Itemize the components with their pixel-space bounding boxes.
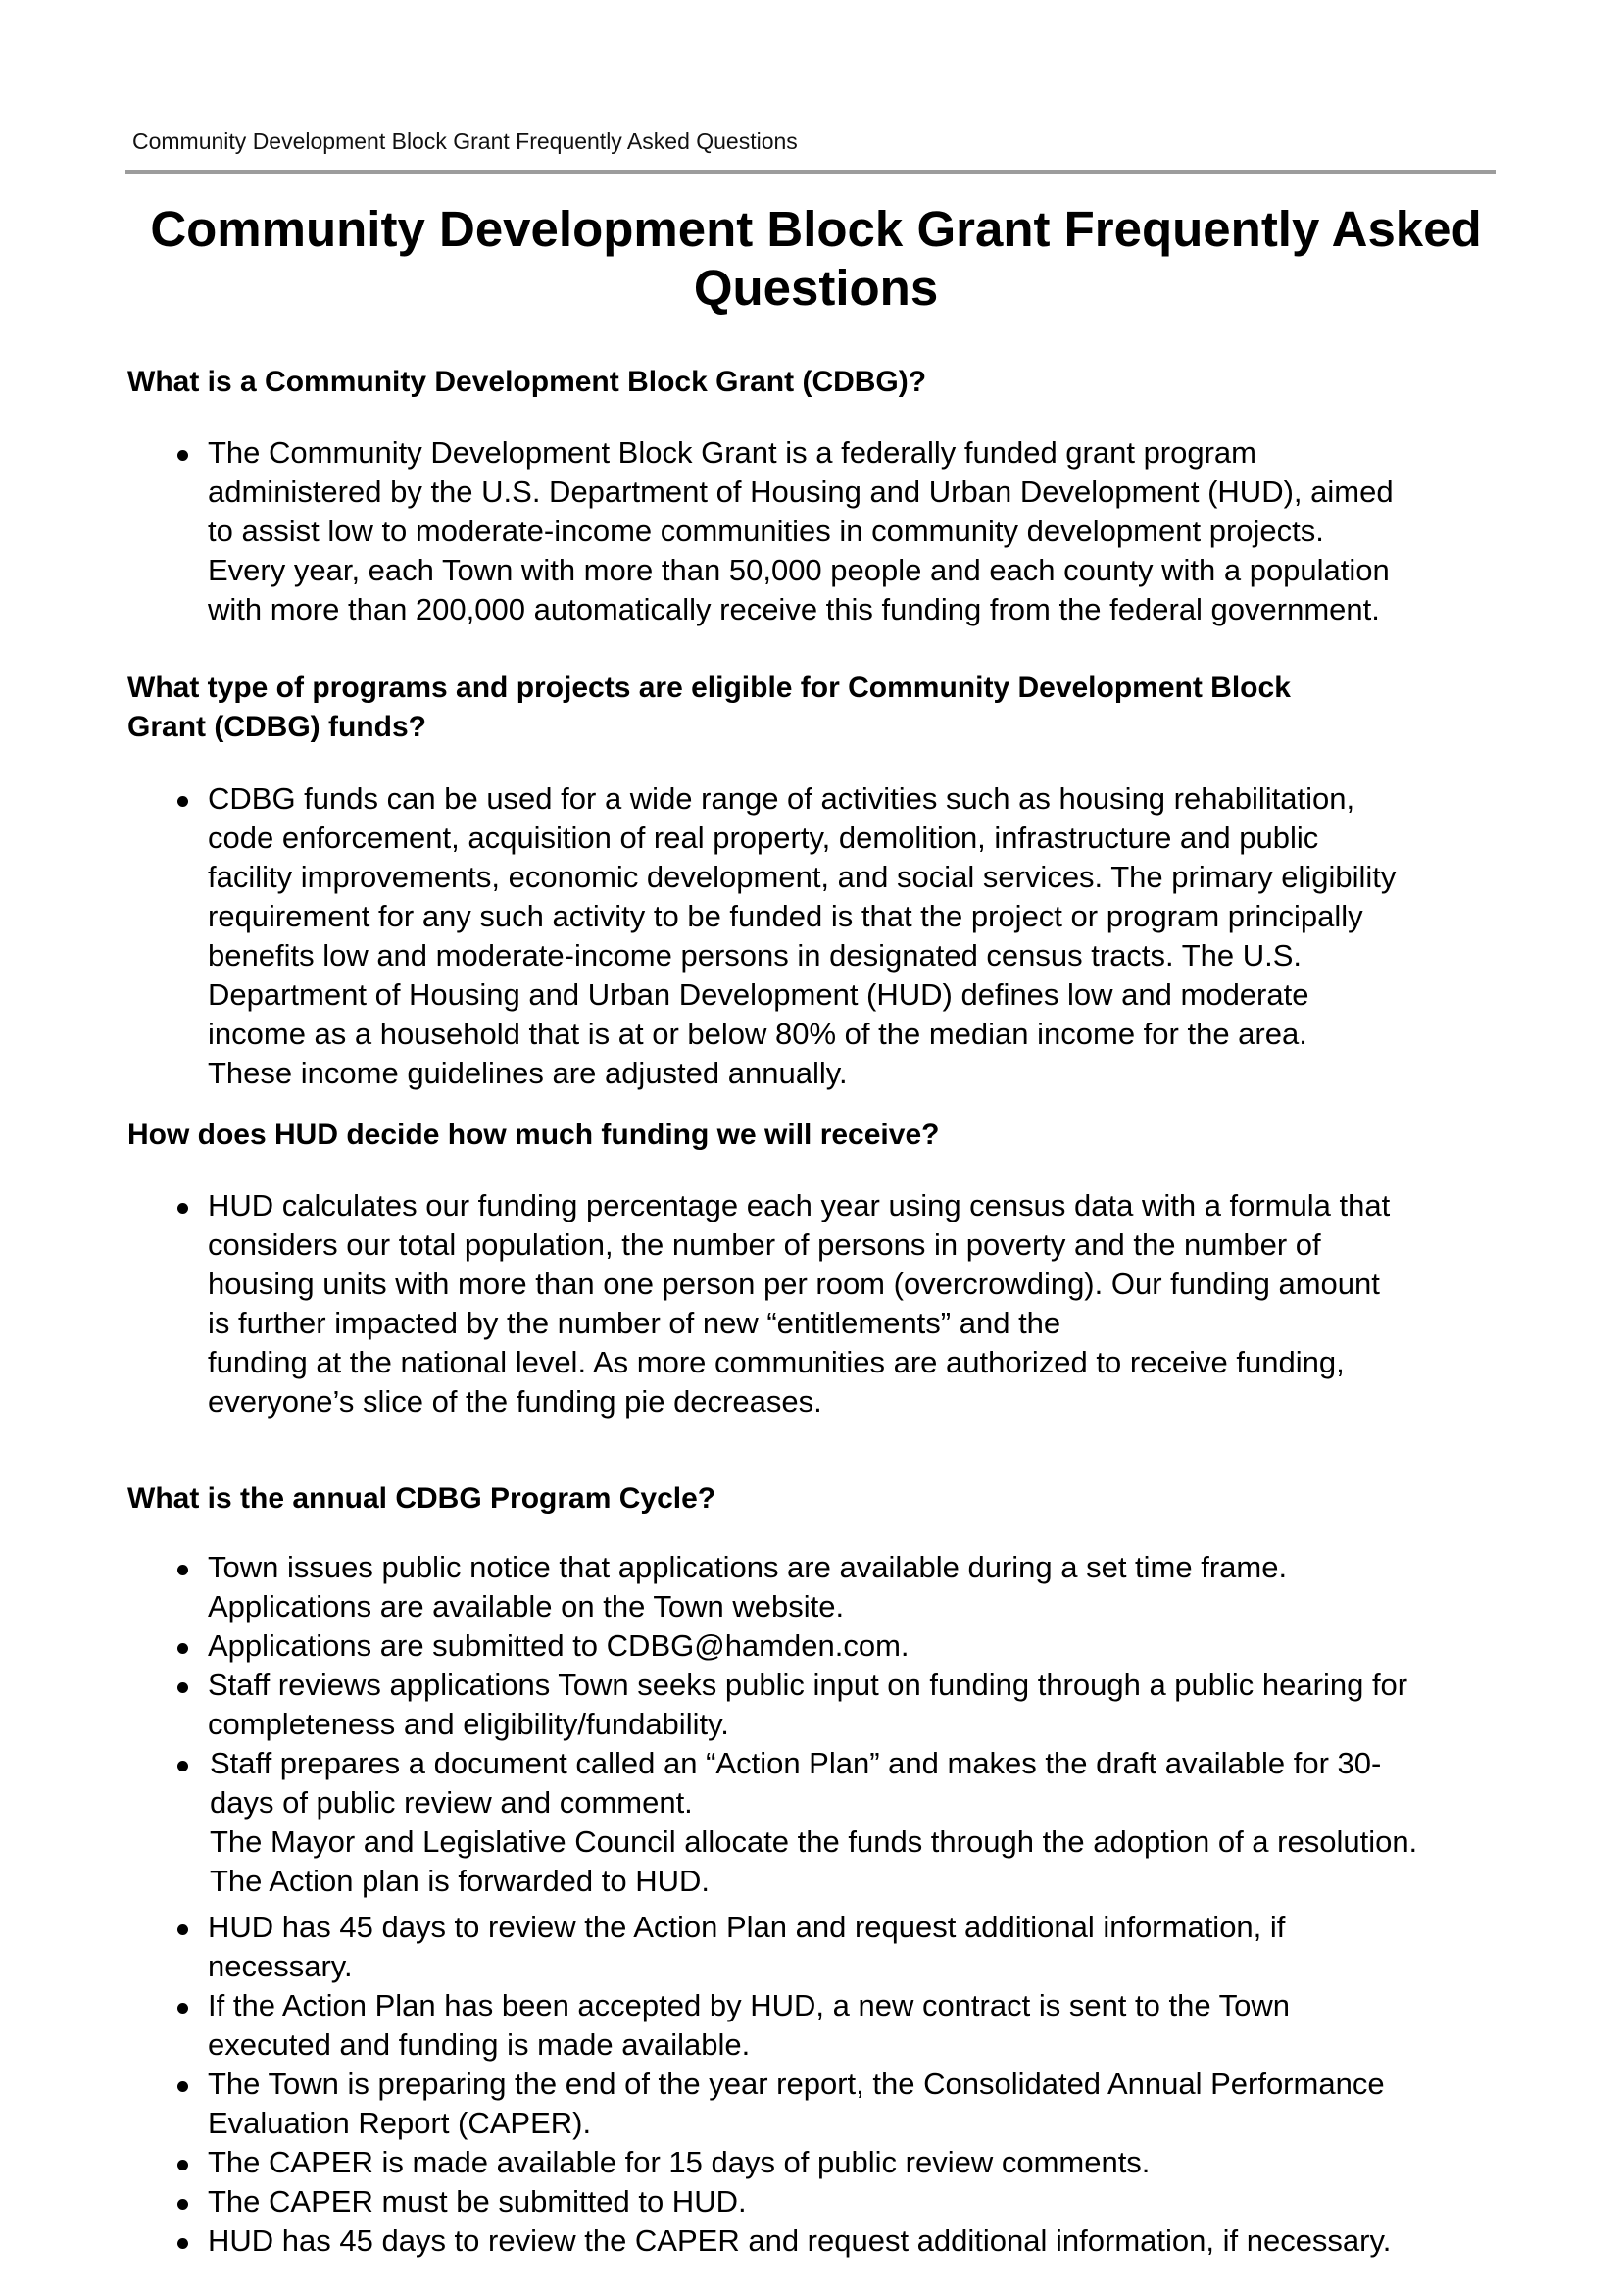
text-line: housing units with more than one person per room (overcrowding). Our funding amount bbox=[208, 1267, 1380, 1301]
list-item bbox=[0, 2182, 1624, 2221]
text-line: code enforcement, acquisition of real property, demolition, infrastructure and public bbox=[208, 821, 1319, 855]
text-line: Staff prepares a document called an “Action Plan” and makes the draft available for 30- bbox=[210, 1746, 1382, 1780]
title-line: Community Development Block Grant Frequently Asked bbox=[150, 201, 1482, 257]
text-line: Applications are available on the Town website. bbox=[208, 1589, 845, 1623]
text-line: requirement for any such activity to be funded is that the project or program principally bbox=[208, 899, 1363, 933]
text-line: is further impacted by the number of new “entitlements” and the bbox=[208, 1306, 1061, 1340]
text-line: HUD calculates our funding percentage each year using census data with a formula that bbox=[208, 1188, 1391, 1222]
bullet-icon bbox=[177, 2199, 188, 2210]
list-item bbox=[0, 1548, 1624, 1626]
list-item-continuation bbox=[0, 1822, 1624, 1901]
list-item bbox=[0, 2065, 1624, 2143]
running-header: Community Development Block Grant Frequently Asked Questions bbox=[132, 128, 798, 154]
list-item bbox=[0, 2221, 1624, 2261]
list-item bbox=[0, 779, 1624, 1093]
list-item bbox=[0, 1986, 1624, 2065]
text-line: days of public review and comment. bbox=[210, 1785, 693, 1820]
question-heading-what-is-cdbg bbox=[127, 363, 926, 402]
text-line: Town issues public notice that applications are available during a set time frame. bbox=[208, 1550, 1288, 1584]
text-line: The Town is preparing the end of the year report, the Consolidated Annual Performance bbox=[208, 2067, 1385, 2101]
question-heading-funding-decision bbox=[127, 1116, 939, 1155]
bullet-icon bbox=[177, 1924, 188, 1935]
list-item bbox=[0, 1666, 1624, 1744]
text-line: to assist low to moderate-income communities in community development projects. bbox=[208, 514, 1324, 548]
bullet-icon bbox=[177, 2238, 188, 2249]
text-line: CDBG funds can be used for a wide range of activities such as housing rehabilitation, bbox=[208, 781, 1355, 816]
question-line: What type of programs and projects are eligible for Community Development Block bbox=[127, 672, 1291, 704]
list-item bbox=[0, 433, 1624, 629]
text-line: HUD has 45 days to review the CAPER and request additional information, if necessary. bbox=[208, 2223, 1392, 2258]
bullet-icon bbox=[177, 2160, 188, 2170]
text-line: executed and funding is made available. bbox=[208, 2027, 751, 2062]
text-line: everyone’s slice of the funding pie decreases. bbox=[208, 1384, 822, 1419]
answer-list-what-is-cdbg bbox=[0, 433, 1624, 629]
text-line: Department of Housing and Urban Development (HUD) defines low and moderate bbox=[208, 977, 1309, 1012]
text-line: funding at the national level. As more communities are authorized to receive funding, bbox=[208, 1345, 1345, 1379]
email-text-line: Applications are submitted to CDBG@hamden.com. bbox=[208, 1628, 910, 1663]
text-line: with more than 200,000 automatically receive this funding from the federal government. bbox=[208, 592, 1380, 626]
bullet-icon bbox=[177, 2003, 188, 2014]
answer-list-eligible-programs bbox=[0, 779, 1624, 1093]
bullet-icon bbox=[177, 1643, 188, 1654]
text-line: Evaluation Report (CAPER). bbox=[208, 2106, 592, 2140]
text-line: The Action plan is forwarded to HUD. bbox=[210, 1864, 711, 1898]
list-item bbox=[0, 1186, 1624, 1422]
text-line: considers our total population, the number of persons in poverty and the number of bbox=[208, 1227, 1321, 1262]
bullet-icon bbox=[177, 2081, 188, 2092]
question-line: What is a Community Development Block Grant (CDBG)? bbox=[127, 366, 927, 398]
list-item bbox=[0, 1908, 1624, 1986]
text-line: The CAPER must be submitted to HUD. bbox=[208, 2184, 747, 2219]
text-line: HUD has 45 days to review the Action Plan and request additional information, if bbox=[208, 1910, 1286, 1944]
text-line: necessary. bbox=[208, 1949, 353, 1983]
bullet-icon bbox=[177, 1761, 188, 1771]
list-item bbox=[0, 1744, 1624, 1822]
list-item bbox=[0, 1626, 1624, 1666]
text-line: income as a household that is at or below 80% of the median income for the area. bbox=[208, 1017, 1307, 1051]
title-line: Questions bbox=[693, 260, 939, 316]
header-rule bbox=[125, 170, 1496, 174]
text-line: The Mayor and Legislative Council allocate the funds through the adoption of a resolution. bbox=[210, 1824, 1418, 1859]
text-line: The Community Development Block Grant is a federally funded grant program bbox=[208, 435, 1256, 470]
text-line: facility improvements, economic development, and social services. The primary eligibility bbox=[208, 860, 1397, 894]
question-heading-program-cycle bbox=[127, 1479, 715, 1519]
text-line: benefits low and moderate-income persons in designated census tracts. The U.S. bbox=[208, 938, 1303, 973]
text-line: administered by the U.S. Department of Housing and Urban Development (HUD), aimed bbox=[208, 474, 1394, 509]
text-line: completeness and eligibility/fundability. bbox=[208, 1707, 729, 1741]
text-line: These income guidelines are adjusted annually. bbox=[208, 1056, 848, 1090]
bullet-icon bbox=[177, 796, 188, 807]
text-line: Every year, each Town with more than 50,000 people and each county with a population bbox=[208, 553, 1390, 587]
text-line: Staff reviews applications Town seeks public input on funding through a public hearing for bbox=[208, 1668, 1408, 1702]
text-line: If the Action Plan has been accepted by HUD, a new contract is sent to the Town bbox=[208, 1988, 1291, 2022]
page-title bbox=[0, 200, 1624, 318]
answer-list-program-cycle bbox=[0, 1548, 1624, 2261]
text-line: The CAPER is made available for 15 days of public review comments. bbox=[208, 2145, 1151, 2179]
bullet-icon bbox=[177, 450, 188, 461]
list-item bbox=[0, 2143, 1624, 2182]
bullet-icon bbox=[177, 1203, 188, 1214]
answer-list-funding-decision bbox=[0, 1186, 1624, 1422]
question-line: Grant (CDBG) funds? bbox=[127, 711, 426, 743]
bullet-icon bbox=[177, 1682, 188, 1693]
bullet-icon bbox=[177, 1565, 188, 1575]
question-line: How does HUD decide how much funding we will receive? bbox=[127, 1119, 940, 1151]
question-heading-eligible-programs bbox=[127, 669, 1291, 747]
question-line: What is the annual CDBG Program Cycle? bbox=[127, 1482, 716, 1515]
